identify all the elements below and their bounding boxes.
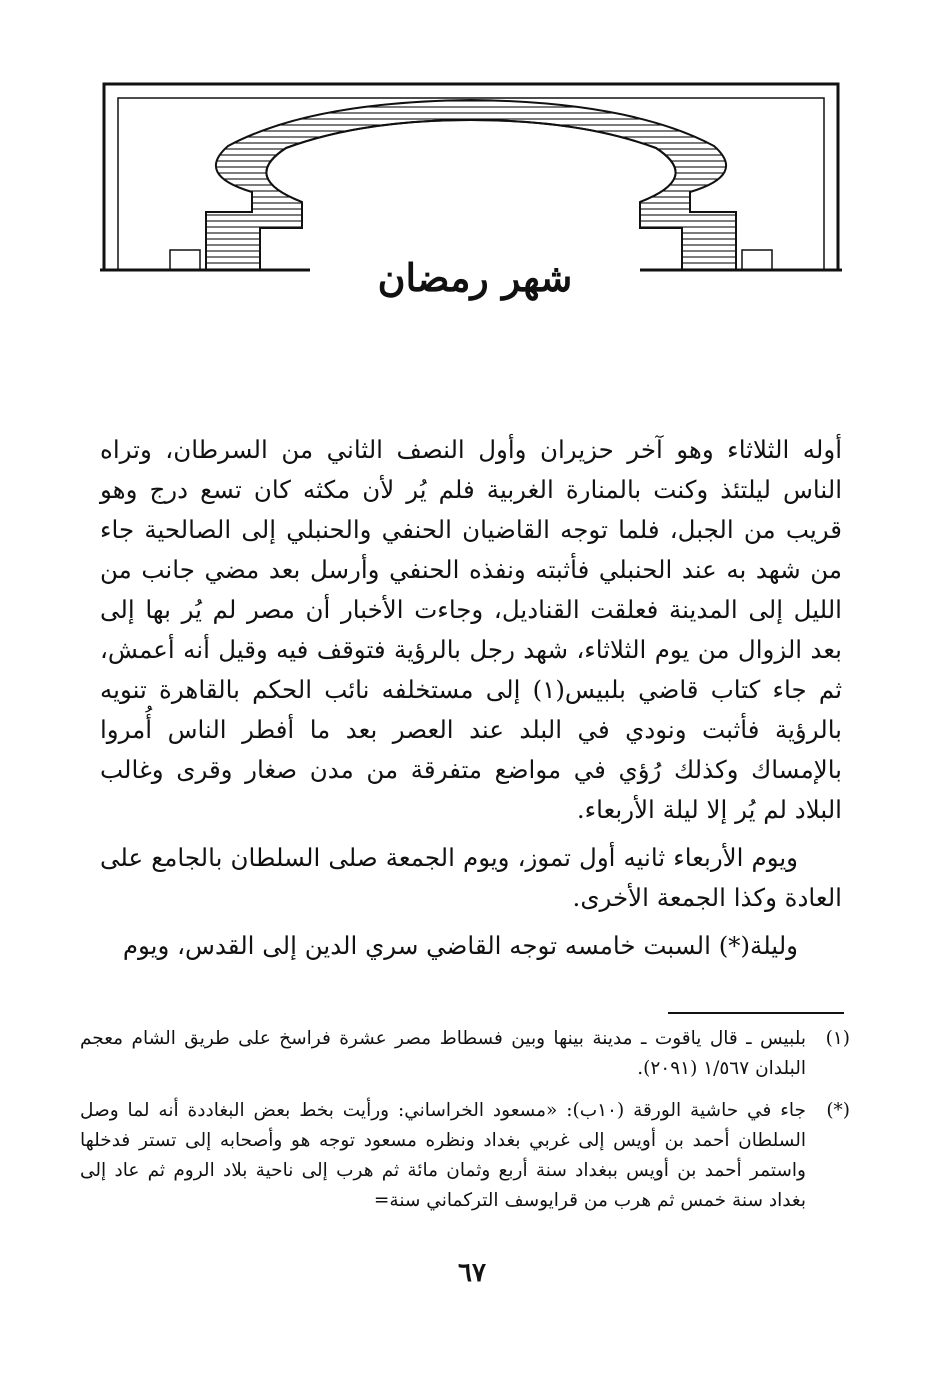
- page-number: ٦٧: [458, 1258, 486, 1288]
- footnote: [80, 1096, 850, 1216]
- chapter-title: شهر رمضان: [310, 248, 640, 308]
- chapter-header-ornament: [100, 80, 842, 275]
- footnote-mark: (١): [825, 1028, 850, 1049]
- paragraph: ويوم الأربعاء ثانيه أول تموز، ويوم الجمعة صلى السلطان بالجامع على العادة وكذا الجمعة الأخرى.: [100, 843, 842, 912]
- footnote-text: بلبيس ـ قال ياقوت ـ مدينة بينها وبين فسطاط مصر عشرة فراسخ على طريق الشام معجم البلدان ١/٥٦٧ (٢٠٩١).: [80, 1028, 806, 1079]
- main-text: [100, 430, 842, 966]
- footnote-text: جاء في حاشية الورقة (١٠ب): «مسعود الخراساني: ورأيت بخط بعض البغاددة أنه لما وصل السلطان أحمد بن أويس إلى غربي بغداد ونظره مسعود توجه هو وأصحابه إلى تستر فدخلها واستمر أحمد بن أويس ببغداد سنة أربع وثمان مائة ثم هرب إلى ناحية بلاد الروم ثم عاد إلى بغداد سنة خمس ثم هرب من قرايوسف التركماني سنة=: [80, 1100, 806, 1211]
- footnote: [80, 1024, 850, 1084]
- footnote-mark: (*): [826, 1100, 850, 1121]
- paragraph: وليلة(*) السبت خامسه توجه القاضي سري الدين إلى القدس، ويوم: [122, 931, 798, 960]
- footnote-divider: [668, 1012, 844, 1014]
- paragraph: أوله الثلاثاء وهو آخر حزيران وأول النصف الثاني من السرطان، وتراه الناس ليلتئذ وكنت بالمنارة الغربية فلم يُر لأن مكثه كان تسع درج وهو قريب من الجبل، فلما توجه القاضيان الحنفي والحنبلي إلى الصالحية جاء من شهد به عند الحنبلي فأثبته ونفذه الحنفي وأرسل بعد مضي جانب من الليل إلى المدينة فعلقت القناديل، وجاءت الأخبار أن مصر لم يُر بها إلى بعد الزوال من يوم الثلاثاء، شهد رجل بالرؤية فتوقف فيه وقيل أنه أعمش، ثم جاء كتاب قاضي بلبيس(١) إلى مستخلفه نائب الحكم بالقاهرة تنويه بالرؤية فأثبت ونودي في البلد عند العصر بعد ما أفطر الناس أُمروا بالإمساك وكذلك رُؤي في مواضع متفرقة من مدن صغار وقرى وغالب البلاد لم يُر إلا ليلة الأربعاء.: [100, 435, 843, 824]
- footnotes: [80, 1024, 850, 1228]
